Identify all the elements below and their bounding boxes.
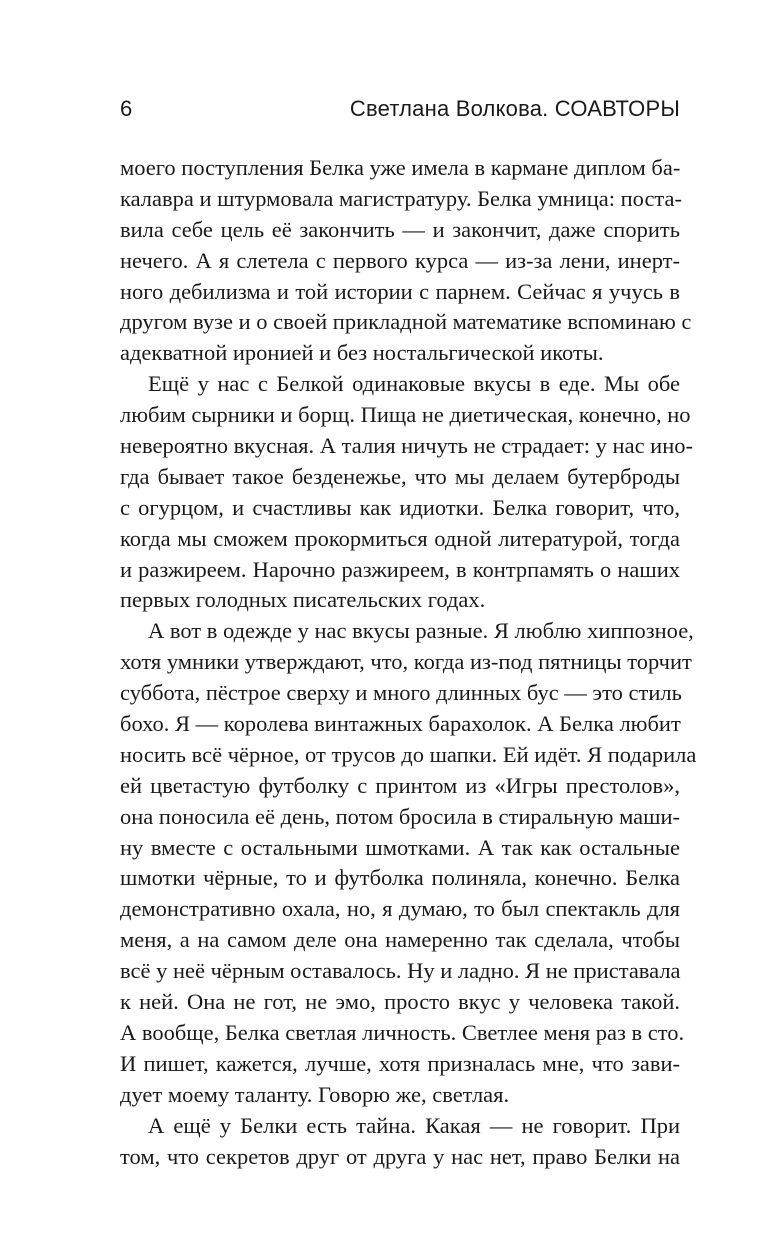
text-line: калавра и штурмовала магистратуру. Белка умница: поста- bbox=[120, 185, 683, 211]
text-line: другом вузе и о своей прикладной математике вспоминаю с bbox=[120, 309, 692, 335]
text-line: И пишет, кажется, лучше, хотя призналась мне, что зави- bbox=[120, 1050, 680, 1076]
text-line: с огурцом, и счастливы как идиотки. Белка говорит, что, bbox=[120, 494, 680, 520]
text-line: хотя умники утверждают, что, когда из-под пятницы торчит bbox=[120, 649, 692, 675]
text-line: моего поступления Белка уже имела в кармане диплом ба- bbox=[120, 155, 681, 180]
text-line: любим сырники и борщ. Пища не диетическая, конечно, но bbox=[120, 402, 691, 428]
text-line: шмотки чёрные, то и футболка полиняла, конечно. Белка bbox=[120, 865, 680, 891]
text-line: вила себе цель её закончить — и закончит, даже спорить bbox=[120, 216, 680, 242]
text-line: носить всё чёрное, от трусов до шапки. Ей идёт. Я подарила bbox=[120, 741, 697, 767]
text-line: демонстративно охала, но, я думаю, то был спектакль для bbox=[120, 896, 680, 922]
page-number: 6 bbox=[120, 96, 133, 121]
text-line: бохо. Я — королева винтажных барахолок. А Белка любит bbox=[120, 711, 681, 737]
text-line: дует моему таланту. Говорю же, светлая. bbox=[120, 1081, 510, 1107]
text-line: А вообще, Белка светлая личность. Светлее меня раз в сто. bbox=[120, 1019, 685, 1045]
text-line: ей цветастую футболку с принтом из «Игры престолов», bbox=[120, 772, 680, 798]
text-line: первых голодных писательских годах. bbox=[120, 587, 486, 613]
text-line: меня, а на самом деле она намеренно так сделала, чтобы bbox=[120, 927, 680, 953]
text-line: А ещё у Белки есть тайна. Какая — не говорит. При bbox=[148, 1112, 680, 1138]
text-line: к ней. Она не гот, не эмо, просто вкус у человека такой. bbox=[120, 989, 680, 1015]
text-line: ну вместе с остальными шмотками. А так как остальные bbox=[120, 834, 680, 860]
text-line: А вот в одежде у нас вкусы разные. Я люблю хиппозное, bbox=[148, 618, 694, 644]
text-line: и разжиреем. Нарочно разжиреем, в контрпамять о наших bbox=[120, 556, 680, 582]
running-head bbox=[120, 96, 680, 126]
text-line: суббота, пёстрое сверху и много длинных бус — это стиль bbox=[120, 680, 682, 706]
text-line: нечего. А я слетела с первого курса — из-за лени, инерт- bbox=[120, 247, 680, 273]
text-line: всё у неё чёрным оставалось. Ну и ладно. Я не приставала bbox=[120, 958, 681, 984]
text-line: невероятно вкусная. А талия ничуть не страдает: у нас ино- bbox=[120, 433, 694, 459]
text-line: гда бывает такое безденежье, что мы делаем бутерброды bbox=[120, 463, 680, 489]
running-head-title: Светлана Волкова. СОАВТОРЫ bbox=[349, 96, 680, 121]
text-line: когда мы сможем прокормиться одной литературой, тогда bbox=[120, 525, 680, 551]
text-line: она поносила её день, потом бросила в стиральную маши- bbox=[120, 803, 680, 829]
text-line: адекватной иронией и без ностальгической икоты. bbox=[120, 340, 604, 366]
text-line: том, что секретов друг от друга у нас нет, право Белки на bbox=[120, 1143, 680, 1169]
text-line: ного дебилизма и той истории с парнем. Сейчас я учусь в bbox=[120, 278, 680, 304]
body-text bbox=[120, 153, 697, 1172]
text-line: Ещё у нас с Белкой одинаковые вкусы в еде. Мы обе bbox=[148, 371, 680, 397]
